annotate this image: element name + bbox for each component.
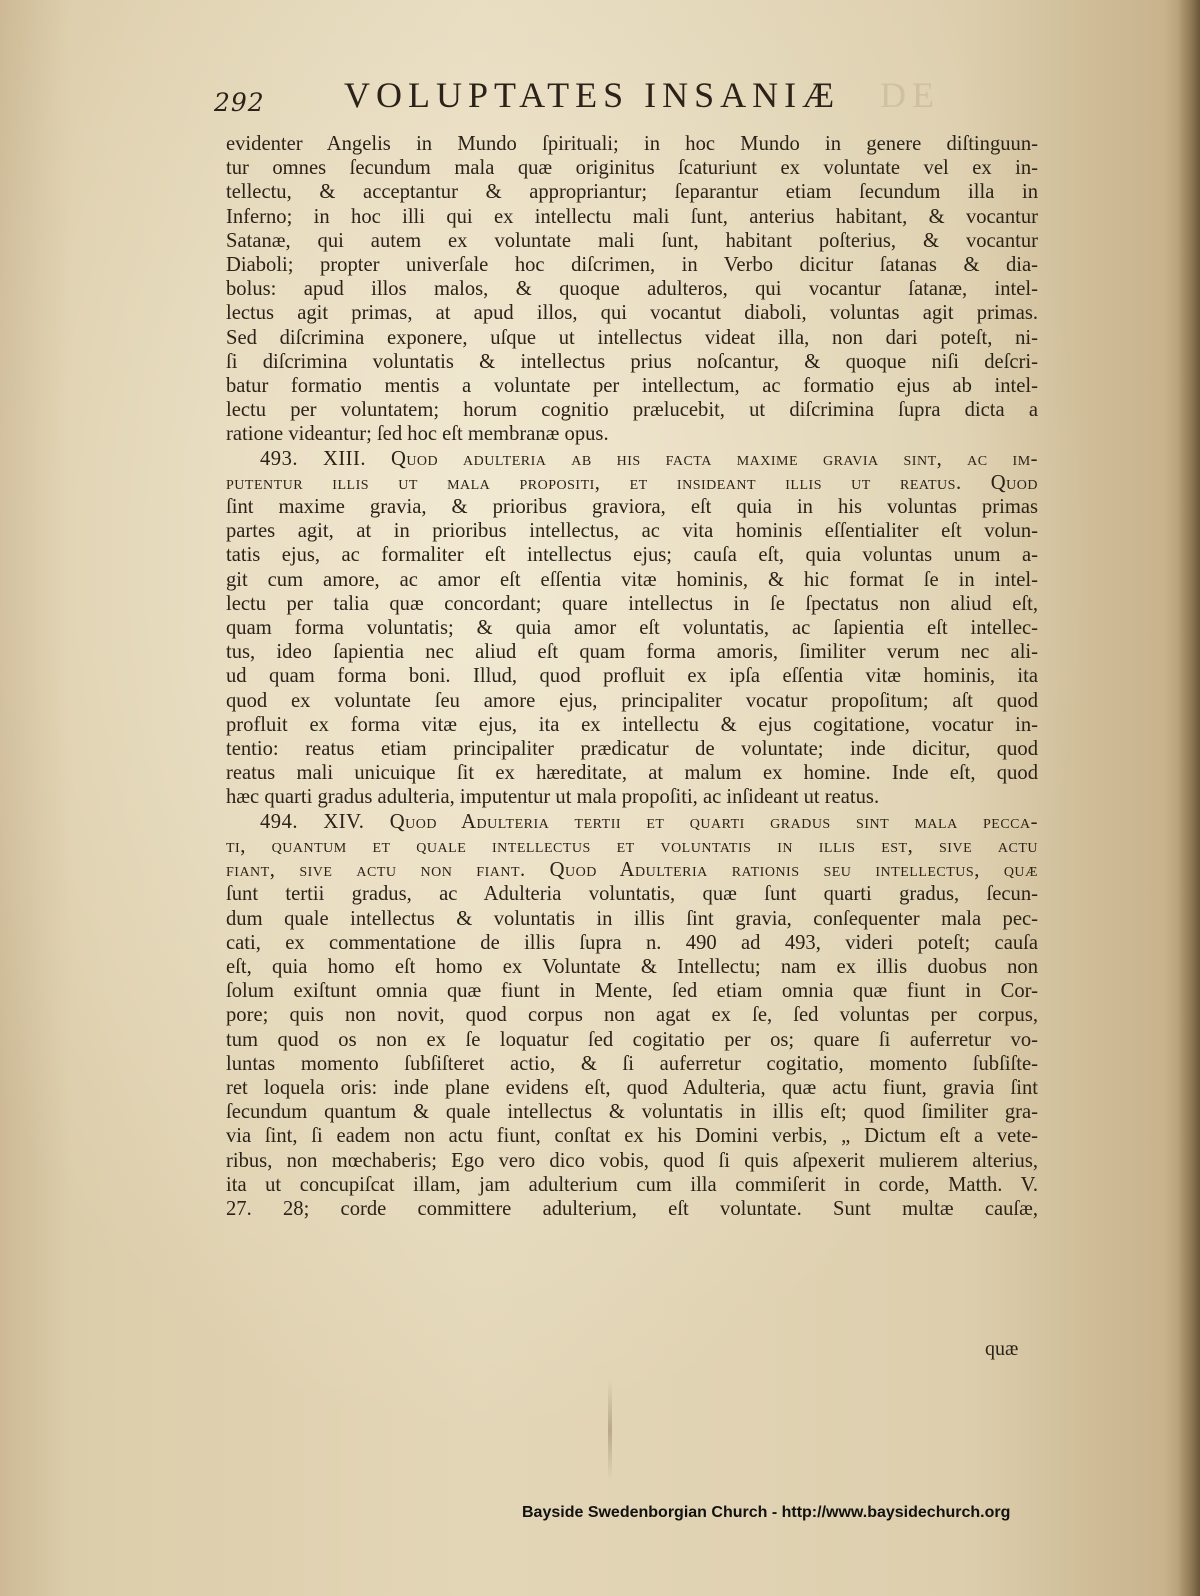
- paper-crease: [608, 1380, 612, 1480]
- text-line: ſecundum quantum & quale intellectus & voluntatis in illis eſt; quod ſimiliter gra-: [226, 1101, 1038, 1124]
- show-through-title: DE: [880, 75, 940, 115]
- text-line: tum quod os non ex ſe loquatur ſed cogitatio per os; quare ſi auferretur vo-: [226, 1028, 1038, 1051]
- text-line: Inferno; in hoc illi qui ex intellectu mali ſunt, anterius habitant, & vocantur: [226, 205, 1038, 228]
- text-line: Sed diſcrimina exponere, uſque ut intellectus videat illa, non dari poteſt, ni-: [226, 326, 1038, 349]
- text-line: 27. 28; corde committere adulterium, eſt voluntate. Sunt multæ cauſæ,: [226, 1197, 1038, 1220]
- text-line: quam forma voluntatis; & quia amor eſt voluntatis, ac ſapientia eſt intellec-: [226, 617, 1038, 640]
- text-line: tur omnes ſecundum mala quæ originitus ſcaturiunt ex voluntate vel ex in-: [226, 157, 1038, 180]
- text-line: via ſint, ſi eadem non actu fiunt, conſtat ex his Domini verbis, „ Dictum eſt a vete-: [226, 1125, 1038, 1148]
- text-line: pore; quis non novit, quod corpus non agat ex ſe, ſed voluntas per corpus,: [226, 1004, 1038, 1027]
- text-line: ſolum exiſtunt omnia quæ fiunt in Mente, ſed etiam omnia quæ fiunt in Cor-: [226, 980, 1038, 1003]
- text-line: dum quale intellectus & voluntatis in illis ſint gravia, conſequenter mala pec-: [226, 907, 1038, 930]
- text-line: ti, quantum et quale intellectus et voluntatis in illis est, sive actu: [226, 834, 1038, 857]
- page-number: 292: [214, 88, 265, 117]
- text-line: ribus, non mœchaberis; Ego vero dico vobis, quod ſi quis aſpexerit mulierem alterius,: [226, 1149, 1038, 1172]
- text-line: 493. XIII. Quod adulteria ab his facta maxime gravia sint, ac im-: [260, 447, 1038, 470]
- text-line: batur formatio mentis a voluntate per intellectum, ac formatio ejus ab intel-: [226, 375, 1038, 398]
- text-line: luntas momento ſubſiſteret actio, & ſi auferretur cogitatio, momento ſubſiſte-: [226, 1052, 1038, 1075]
- body-text: [226, 132, 1038, 1221]
- running-title: VOLUPTATES INSANIÆ: [344, 75, 841, 115]
- text-line: ratione videantur; ſed hoc eſt membranæ opus.: [226, 423, 609, 446]
- text-line: ud quam forma boni. Illud, quod profluit ex ipſa eſſentia vitæ hominis, ita: [226, 665, 1038, 688]
- text-line: fiant, sive actu non fiant. Quod Adulteria rationis ſeu intellectus, quæ: [226, 859, 1038, 882]
- text-line: ſunt tertii gradus, ac Adulteria voluntatis, quæ ſunt quarti gradus, ſecun-: [226, 883, 1038, 906]
- text-line: ret loquela oris: inde plane evidens eſt, quod Adulteria, quæ actu fiunt, gravia ſint: [226, 1076, 1038, 1099]
- text-line: quod ex voluntate ſeu amore ejus, principaliter vocatur propoſitum; aſt quod: [226, 689, 1038, 712]
- text-line: ſi diſcrimina voluntatis & intellectus prius noſcantur, & quoque niſi deſcri-: [226, 350, 1038, 373]
- text-line: eſt, quia homo eſt homo ex Voluntate & Intellectu; nam ex illis duobus non: [226, 955, 1038, 978]
- watermark-credit: Bayside Swedenborgian Church - http://www.baysidechurch.org: [522, 1504, 1011, 1521]
- page-edge-shadow: [1178, 0, 1200, 1596]
- text-line: lectu per voluntatem; horum cognitio prælucebit, ut diſcrimina ſupra dicta a: [226, 399, 1038, 422]
- text-line: tatis ejus, ac formaliter eſt intellectus ejus; cauſa eſt, quia voluntas unum a-: [226, 544, 1038, 567]
- text-line: ſint maxime gravia, & prioribus graviora, eſt quia in his voluntas primas: [226, 496, 1038, 519]
- text-line: tellectu, & acceptantur & appropriantur; ſeparantur etiam ſecundum illa in: [226, 181, 1038, 204]
- text-line: ita ut concupiſcat illam, jam adulterium cum illa commiſerit in corde, Matth. V.: [226, 1173, 1038, 1196]
- text-line: Diaboli; propter univerſale hoc diſcrimen, in Verbo dicitur ſatanas & dia-: [226, 254, 1038, 277]
- text-line: evidenter Angelis in Mundo ſpirituali; in hoc Mundo in genere diſtinguun-: [226, 133, 1038, 155]
- catchword: quæ: [985, 1338, 1019, 1360]
- text-line: 494. XIV. Quod Adulteria tertii et quarti gradus sint mala pecca-: [260, 810, 1038, 833]
- text-line: git cum amore, ac amor eſt eſſentia vitæ hominis, & hic format ſe in intel-: [226, 568, 1038, 591]
- text-line: tus, ideo ſapientia nec aliud eſt quam forma amoris, ſimiliter verum nec ali-: [226, 641, 1038, 664]
- text-line: lectus agit primas, at apud illos, qui vocantut diaboli, voluntas agit primas.: [226, 302, 1038, 325]
- text-line: bolus: apud illos malos, & quoque adulteros, qui vocantur ſatanæ, intel-: [226, 278, 1038, 301]
- text-line: tentio: reatus etiam principaliter prædicatur de voluntate; inde dicitur, quod: [226, 738, 1038, 761]
- text-line: hæc quarti gradus adulteria, imputentur ut mala propoſiti, ac inſideant ut reatus.: [226, 786, 880, 809]
- text-line: profluit ex forma vitæ ejus, ita ex intellectu & ejus cogitatione, vocatur in-: [226, 713, 1038, 736]
- text-line: cati, ex commentatione de illis ſupra n. 490 ad 493, videri poteſt; cauſa: [226, 931, 1038, 954]
- text-line: Satanæ, qui autem ex voluntate mali ſunt, habitant poſterius, & vocantur: [226, 229, 1038, 252]
- text-line: partes agit, at in prioribus intellectus, ac vita hominis eſſentialiter eſt volun-: [226, 520, 1038, 543]
- text-line: reatus mali unicuique ſit ex hæreditate, at malum ex homine. Inde eſt, quod: [226, 762, 1038, 785]
- text-line: putentur illis ut mala propositi, et insideant illis ut reatus. Quod: [226, 471, 1038, 494]
- text-line: lectu per talia quæ concordant; quare intellectus in ſe ſpectatus non aliud eſt,: [226, 592, 1038, 615]
